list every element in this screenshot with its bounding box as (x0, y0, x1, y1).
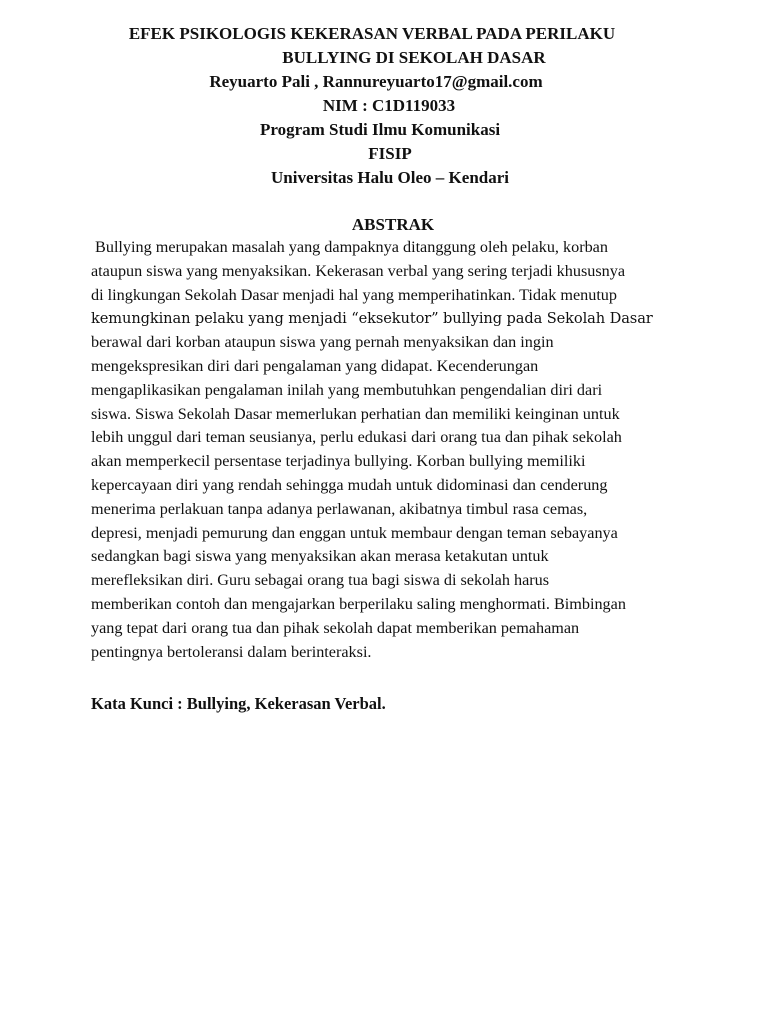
abstract-line: pentingnya bertoleransi dalam berinteraksi. (91, 642, 372, 661)
abstract-line: mengaplikasikan pengalaman inilah yang membutuhkan pengendalian diri dari (91, 380, 603, 399)
abstract-line: menerima perlakuan tanpa adanya perlawanan, akibatnya timbul rasa cemas, (91, 499, 588, 518)
abstract-line: mengekspresikan diri dari pengalaman yang didapat. Kecenderungan (91, 356, 539, 375)
author-line: Reyuarto Pali , Rannureyuarto17@gmail.com (209, 72, 543, 91)
abstract-line: merefleksikan diri. Guru sebagai orang tua bagi siswa di sekolah harus (91, 571, 550, 590)
title-line-1: EFEK PSIKOLOGIS KEKERASAN VERBAL PADA PERILAKU (128, 24, 616, 43)
abstract-heading (0, 213, 768, 237)
abstract-line: Bullying merupakan masalah yang dampaknya ditanggung oleh pelaku, korban (91, 238, 608, 256)
keywords-line: Kata Kunci : Bullying, Kekerasan Verbal. (91, 694, 386, 713)
abstract-line: yang tepat dari orang tua dan pihak sekolah dapat memberikan pemahaman (91, 618, 580, 637)
abstract-line: kepercayaan diri yang rendah sehingga mudah untuk didominasi dan cenderung (91, 475, 608, 494)
program-line: Program Studi Ilmu Komunikasi (259, 120, 501, 139)
abstract-heading-text: ABSTRAK (351, 215, 435, 234)
university-line: Universitas Halu Oleo – Kendari (271, 168, 509, 187)
title-line-2: BULLYING DI SEKOLAH DASAR (282, 48, 546, 67)
abstract-body (91, 236, 681, 664)
abstract-line: di lingkungan Sekolah Dasar menjadi hal yang memperihatinkan. Tidak menutup (91, 285, 617, 304)
abstract-line: kemungkinan pelaku yang menjadi “eksekutor” bullying pada Sekolah Dasar (91, 310, 653, 328)
abstract-line: siswa. Siswa Sekolah Dasar memerlukan perhatian dan memiliki keinginan untuk (91, 404, 620, 423)
abstract-line: ataupun siswa yang menyaksikan. Kekerasan verbal yang sering terjadi khususnya (91, 261, 626, 280)
abstract-line: memberikan contoh dan mengajarkan berperilaku saling menghormati. Bimbingan (91, 594, 626, 613)
abstract-line: akan memperkecil persentase terjadinya bullying. Korban bullying memiliki (91, 452, 586, 471)
abstract-line: berawal dari korban ataupun siswa yang pernah menyaksikan dan ingin (91, 333, 554, 352)
abstract-line: lebih unggul dari teman seusianya, perlu edukasi dari orang tua dan pihak sekolah (91, 428, 622, 447)
abstract-line: depresi, menjadi pemurung dan enggan untuk membaur dengan teman sebayanya (91, 523, 618, 542)
nim-line: NIM : C1D119033 (322, 96, 456, 115)
abstract-line: sedangkan bagi siswa yang menyaksikan akan merasa ketakutan untuk (91, 547, 549, 566)
faculty-line: FISIP (368, 144, 412, 163)
document-header (0, 22, 768, 190)
